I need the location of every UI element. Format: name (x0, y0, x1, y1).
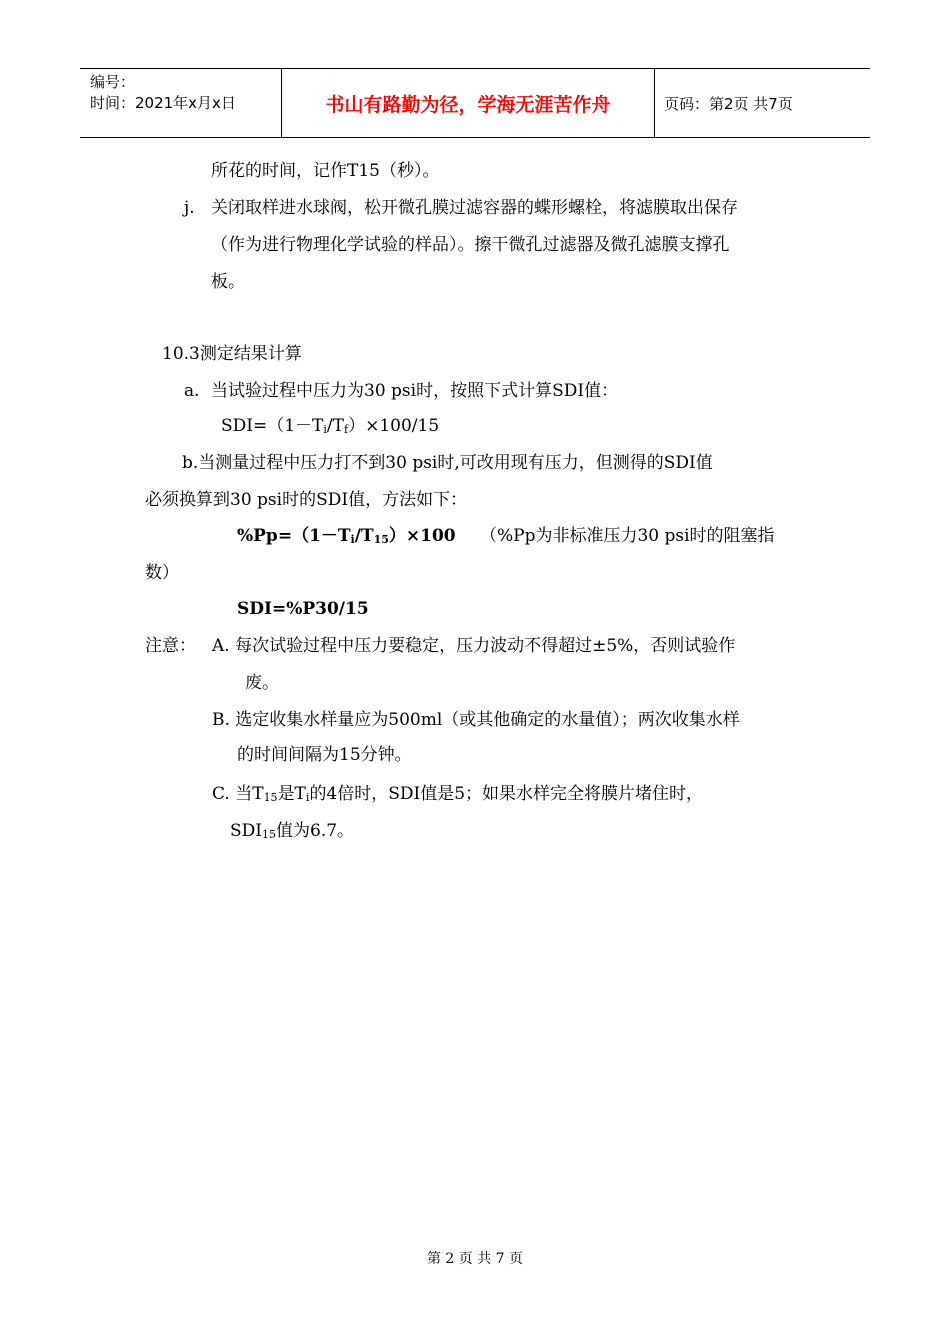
formula-note-cont: 数） (145, 563, 179, 583)
formula-sdi-converted: SDI=%P30/15 (237, 599, 369, 619)
paragraph-line: 当试验过程中压力为30 psi时，按照下式计算SDI值： (211, 381, 619, 401)
paragraph-line: 所花的时间，记作T15（秒）。 (211, 161, 440, 181)
paragraph-line: （作为进行物理化学试验的样品）。擦干微孔过滤器及微孔滤膜支撑孔 (211, 235, 730, 255)
list-marker-a: a. (184, 381, 200, 401)
note-item-a: A. 每次试验过程中压力要稳定，压力波动不得超过±5%，否则试验作 (212, 636, 736, 656)
section-heading: 10.3测定结果计算 (162, 344, 302, 364)
paragraph-line: 关闭取样进水球阀，松开微孔膜过滤容器的蝶形螺栓，将滤膜取出保存 (211, 198, 738, 218)
header-meta (90, 72, 236, 114)
header-divider (654, 69, 655, 137)
time-label: 时间：2021年x月x日 (90, 94, 236, 112)
paragraph-line: 板。 (211, 272, 245, 292)
formula-sdi: $SDI=(1-T_i/T_f)\times 100/15$ (221, 416, 440, 436)
header-page-info: 页码：第2页 共7页 (664, 94, 793, 113)
note-item-b: B. 选定收集水样量应为500ml（或其他确定的水量值）；两次收集水样 (212, 710, 740, 730)
doc-number-label: 编号： (90, 73, 136, 91)
paragraph-line: b.当测量过程中压力打不到30 psi时,可改用现有压力，但测得的SDI值 (182, 453, 713, 473)
note-label: 注意： (145, 636, 196, 656)
note-item-c-cont: $SDI_{15}$值为6.7。 (230, 821, 355, 841)
note-item-a-cont: 废。 (245, 673, 279, 693)
formula-note: （%Pp为非标准压力30 psi时的阻塞指 (480, 526, 775, 546)
header-motto: 书山有路勤为径，学海无涯苦作舟 (325, 93, 611, 116)
note-item-b-cont: 的时间间隔为15分钟。 (237, 745, 412, 765)
note-item-c: C. 当$T_{15}$是$T_i$的4倍时，SDI值是5；如果水样完全将膜片堵住时， (212, 784, 704, 804)
paragraph-line: 必须换算到30 psi时的SDI值，方法如下： (145, 490, 468, 510)
list-marker-j: j. (184, 198, 195, 218)
header-table (80, 68, 870, 138)
page-footer: 第 2 页 共 7 页 (426, 1251, 524, 1267)
formula-pp: $\%Pp=(1-T_i/T_{15})\times 100$ (237, 526, 456, 546)
